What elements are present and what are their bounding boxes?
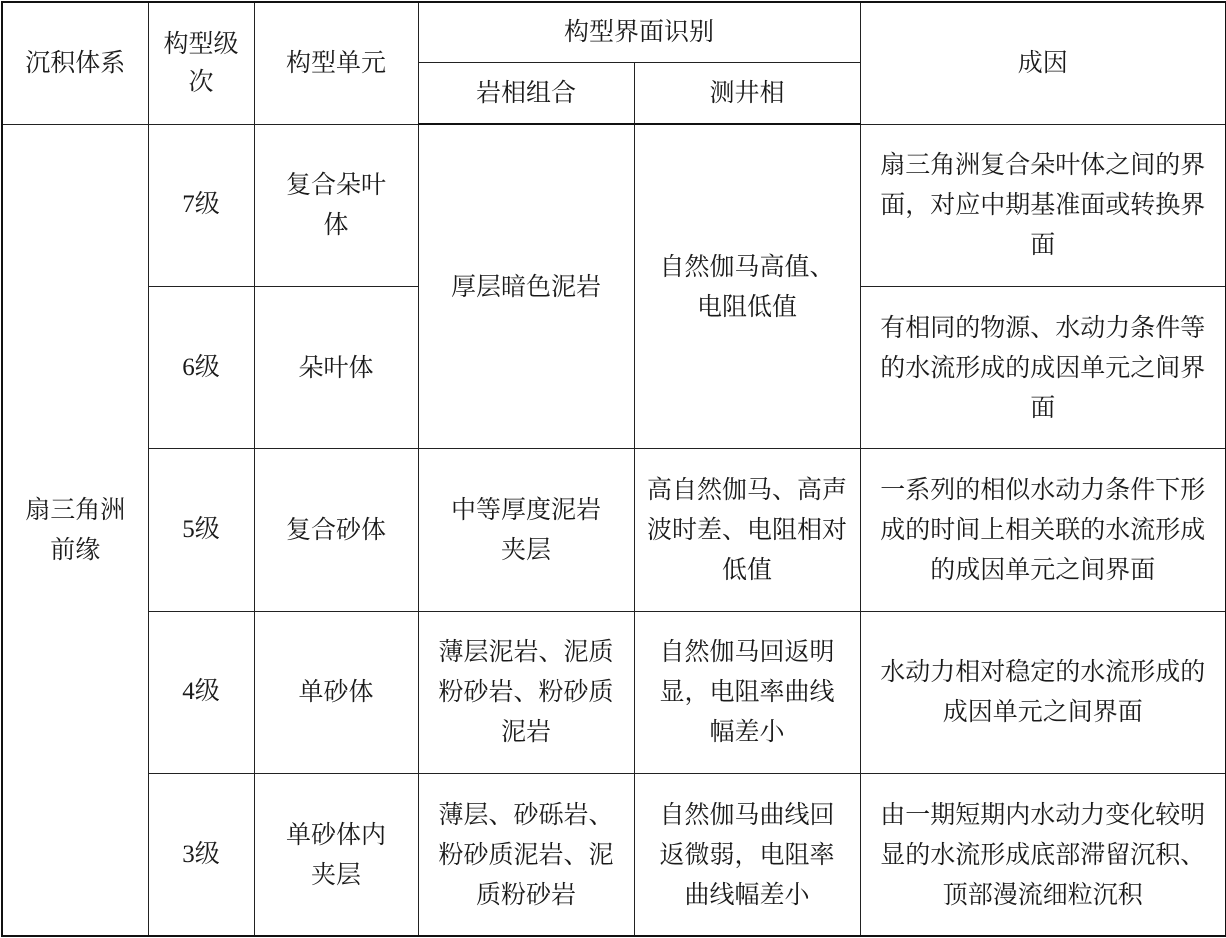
header-cause: 成因 xyxy=(860,2,1226,124)
table-row xyxy=(2,449,1226,611)
grade-cell: 6级 xyxy=(148,287,254,449)
header-log: 测井相 xyxy=(634,62,860,124)
unit-cell: 复合朵叶体 xyxy=(254,124,418,286)
table-row xyxy=(2,774,1226,936)
grade-cell: 7级 xyxy=(148,124,254,286)
table-row xyxy=(2,611,1226,773)
system-cell: 扇三角洲前缘 xyxy=(2,124,148,936)
log-cell: 自然伽马高值、电阻低值 xyxy=(634,124,860,449)
log-cell: 高自然伽马、高声波时差、电阻相对低值 xyxy=(634,449,860,611)
facies-cell: 中等厚度泥岩夹层 xyxy=(418,449,634,611)
facies-cell: 厚层暗色泥岩 xyxy=(418,124,634,449)
grade-cell: 3级 xyxy=(148,774,254,936)
cause-cell: 有相同的物源、水动力条件等的水流形成的成因单元之间界面 xyxy=(860,287,1226,449)
header-grade: 构型级次 xyxy=(148,2,254,124)
cause-cell: 由一期短期内水动力变化较明显的水流形成底部滞留沉积、顶部漫流细粒沉积 xyxy=(860,774,1226,936)
header-unit: 构型单元 xyxy=(254,2,418,124)
architecture-table xyxy=(1,1,1226,937)
unit-cell: 单砂体内夹层 xyxy=(254,774,418,936)
header-row-1 xyxy=(2,2,1226,62)
header-boundary: 构型界面识别 xyxy=(418,2,860,62)
cause-cell: 扇三角洲复合朵叶体之间的界面，对应中期基准面或转换界面 xyxy=(860,124,1226,286)
facies-cell: 薄层、砂砾岩、粉砂质泥岩、泥质粉砂岩 xyxy=(418,774,634,936)
unit-cell: 朵叶体 xyxy=(254,287,418,449)
unit-cell: 复合砂体 xyxy=(254,449,418,611)
cause-cell: 水动力相对稳定的水流形成的成因单元之间界面 xyxy=(860,611,1226,773)
grade-cell: 4级 xyxy=(148,611,254,773)
facies-cell: 薄层泥岩、泥质粉砂岩、粉砂质泥岩 xyxy=(418,611,634,773)
cause-cell: 一系列的相似水动力条件下形成的时间上相关联的水流形成的成因单元之间界面 xyxy=(860,449,1226,611)
log-cell: 自然伽马回返明显，电阻率曲线幅差小 xyxy=(634,611,860,773)
header-system: 沉积体系 xyxy=(2,2,148,124)
header-facies: 岩相组合 xyxy=(418,62,634,124)
unit-cell: 单砂体 xyxy=(254,611,418,773)
grade-cell: 5级 xyxy=(148,449,254,611)
log-cell: 自然伽马曲线回返微弱，电阻率曲线幅差小 xyxy=(634,774,860,936)
table-row xyxy=(2,124,1226,286)
